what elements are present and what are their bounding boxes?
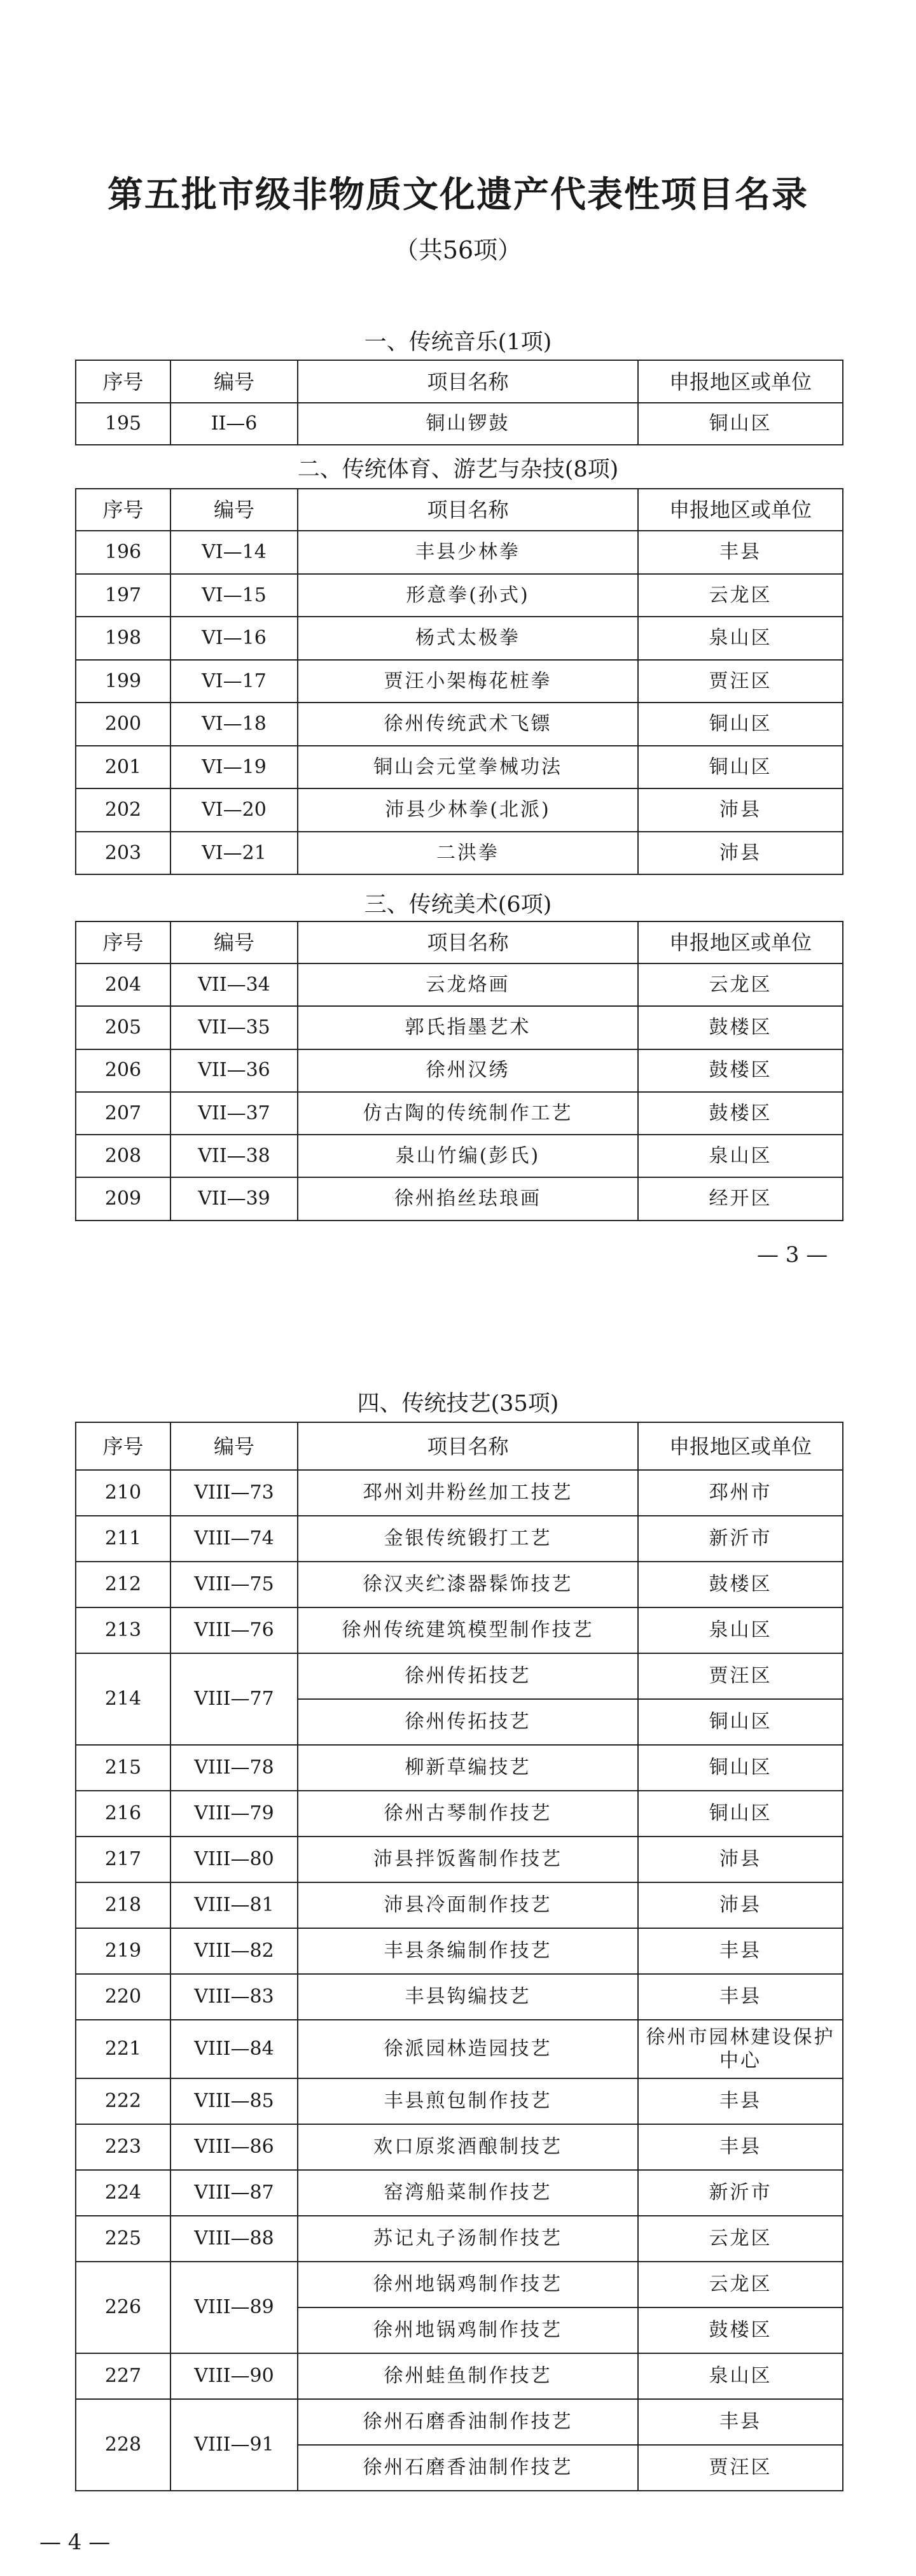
- cell-project-name: 徐州蛙鱼制作技艺: [298, 2353, 638, 2399]
- cell-region: 经开区: [638, 1177, 843, 1220]
- table-row: [76, 1470, 843, 1516]
- cell-code: VI—19: [170, 746, 298, 789]
- cell-region: 丰县: [638, 1974, 843, 2020]
- table-row: [76, 1516, 843, 1562]
- table-row: [76, 617, 843, 660]
- cell-serial: 198: [76, 617, 170, 660]
- cell-region: 泉山区: [638, 1607, 843, 1653]
- cell-region: 贾汪区: [638, 660, 843, 703]
- cell-code: VIII—79: [170, 1791, 298, 1837]
- document-subtitle: （共56项）: [394, 236, 522, 264]
- cell-region: 贾汪区: [638, 2445, 843, 2491]
- table-row: [76, 2216, 843, 2262]
- page-number: — 3 —: [757, 1242, 828, 1268]
- table-row: [76, 1562, 843, 1607]
- table-row: [76, 2078, 843, 2124]
- cell-code: VII—38: [170, 1135, 298, 1177]
- header-serial: 序号: [76, 489, 170, 531]
- header-code: 编号: [170, 1422, 298, 1470]
- cell-code: VIII—75: [170, 1562, 298, 1607]
- table-row: [76, 531, 843, 574]
- cell-serial: 226: [76, 2262, 170, 2353]
- cell-project-name: 邳州刘井粉丝加工技艺: [298, 1470, 638, 1516]
- section-title: 四、传统技艺(35项): [357, 1391, 559, 1417]
- table-row: [76, 2399, 843, 2445]
- cell-code: VI—21: [170, 832, 298, 875]
- cell-code: VIII—73: [170, 1470, 298, 1516]
- cell-project-name: 丰县少林拳: [298, 531, 638, 574]
- table-row: [76, 1974, 843, 2020]
- header-code: 编号: [170, 921, 298, 963]
- cell-region: 丰县: [638, 2078, 843, 2124]
- cell-code: VIII—78: [170, 1745, 298, 1791]
- table-row: [76, 1177, 843, 1220]
- cell-code: VIII—74: [170, 1516, 298, 1562]
- cell-region: 沛县: [638, 1837, 843, 1882]
- cell-region: 鼓楼区: [638, 1006, 843, 1049]
- cell-serial: 208: [76, 1135, 170, 1177]
- table-row: [76, 660, 843, 703]
- table-row: [76, 832, 843, 875]
- header-code: 编号: [170, 360, 298, 403]
- page-number: — 4 —: [39, 2530, 111, 2555]
- cell-serial: 220: [76, 1974, 170, 2020]
- cell-project-name: 二洪拳: [298, 832, 638, 875]
- cell-serial: 211: [76, 1516, 170, 1562]
- cell-serial: 206: [76, 1049, 170, 1092]
- table-row: [76, 2124, 843, 2170]
- cell-serial: 203: [76, 832, 170, 875]
- cell-project-name: 丰县条编制作技艺: [298, 1928, 638, 1974]
- cell-project-name: 徐州地锅鸡制作技艺: [298, 2307, 638, 2353]
- table-row: [76, 1837, 843, 1882]
- cell-project-name: 丰县煎包制作技艺: [298, 2078, 638, 2124]
- header-project-name: 项目名称: [298, 921, 638, 963]
- header-region: 申报地区或单位: [638, 489, 843, 531]
- header-serial: 序号: [76, 1422, 170, 1470]
- cell-serial: 218: [76, 1882, 170, 1928]
- table-header-row: [76, 360, 843, 403]
- cell-region: 铜山区: [638, 703, 843, 746]
- header-code: 编号: [170, 489, 298, 531]
- cell-serial: 212: [76, 1562, 170, 1607]
- cell-serial: 200: [76, 703, 170, 746]
- cell-serial: 195: [76, 403, 170, 445]
- cell-project-name: 泉山竹编(彭氏): [298, 1135, 638, 1177]
- cell-code: VII—36: [170, 1049, 298, 1092]
- cell-serial: 227: [76, 2353, 170, 2399]
- cell-code: VIII—80: [170, 1837, 298, 1882]
- cell-project-name: 苏记丸子汤制作技艺: [298, 2216, 638, 2262]
- cell-code: VIII—89: [170, 2262, 298, 2353]
- header-serial: 序号: [76, 921, 170, 963]
- cell-serial: 215: [76, 1745, 170, 1791]
- cell-project-name: 柳新草编技艺: [298, 1745, 638, 1791]
- cell-region: 丰县: [638, 531, 843, 574]
- cell-serial: 219: [76, 1928, 170, 1974]
- cell-serial: 196: [76, 531, 170, 574]
- cell-project-name: 徐州石磨香油制作技艺: [298, 2445, 638, 2491]
- table-header-row: [76, 921, 843, 963]
- header-serial: 序号: [76, 360, 170, 403]
- cell-serial: 213: [76, 1607, 170, 1653]
- cell-code: VI—15: [170, 574, 298, 617]
- table-row: [76, 1653, 843, 1699]
- cell-project-name: 杨式太极拳: [298, 617, 638, 660]
- cell-region: 新沂市: [638, 1516, 843, 1562]
- cell-region: 邳州市: [638, 1470, 843, 1516]
- cell-serial: 209: [76, 1177, 170, 1220]
- cell-code: VIII—76: [170, 1607, 298, 1653]
- cell-region: 泉山区: [638, 617, 843, 660]
- cell-project-name: 欢口原浆酒酿制技艺: [298, 2124, 638, 2170]
- cell-project-name: 徐州传统建筑模型制作技艺: [298, 1607, 638, 1653]
- table-row: [76, 1006, 843, 1049]
- cell-project-name: 仿古陶的传统制作工艺: [298, 1092, 638, 1135]
- cell-code: VIII—82: [170, 1928, 298, 1974]
- table-row: [76, 1928, 843, 1974]
- table-row: [76, 1135, 843, 1177]
- cell-region: 泉山区: [638, 1135, 843, 1177]
- table-header-row: [76, 1422, 843, 1470]
- cell-project-name: 沛县少林拳(北派): [298, 788, 638, 832]
- cell-project-name: 徐州地锅鸡制作技艺: [298, 2262, 638, 2307]
- cell-code: VIII—88: [170, 2216, 298, 2262]
- table-row: [76, 2020, 843, 2078]
- table-row: [76, 1745, 843, 1791]
- header-project-name: 项目名称: [298, 1422, 638, 1470]
- cell-serial: 197: [76, 574, 170, 617]
- cell-serial: 214: [76, 1653, 170, 1745]
- cell-region: 铜山区: [638, 403, 843, 445]
- table-row: [76, 2170, 843, 2216]
- cell-project-name: 徐州传拓技艺: [298, 1699, 638, 1745]
- cell-region: 沛县: [638, 1882, 843, 1928]
- cell-code: VIII—91: [170, 2399, 298, 2491]
- cell-project-name: 沛县冷面制作技艺: [298, 1882, 638, 1928]
- header-project-name: 项目名称: [298, 360, 638, 403]
- cell-code: VIII—87: [170, 2170, 298, 2216]
- cell-region: 鼓楼区: [638, 2307, 843, 2353]
- cell-region: 鼓楼区: [638, 1092, 843, 1135]
- cell-serial: 222: [76, 2078, 170, 2124]
- cell-region: 丰县: [638, 1928, 843, 1974]
- table-row: [76, 2353, 843, 2399]
- cell-region: 铜山区: [638, 1745, 843, 1791]
- section-title: 三、传统美术(6项): [364, 892, 552, 918]
- cell-region: 鼓楼区: [638, 1562, 843, 1607]
- cell-region: 沛县: [638, 832, 843, 875]
- cell-project-name: 徐州传拓技艺: [298, 1653, 638, 1699]
- cell-project-name: 窑湾船菜制作技艺: [298, 2170, 638, 2216]
- cell-project-name: 徐汉夹纻漆器髹饰技艺: [298, 1562, 638, 1607]
- cell-serial: 201: [76, 746, 170, 789]
- cell-region: 云龙区: [638, 574, 843, 617]
- table-row: [76, 746, 843, 789]
- cell-serial: 221: [76, 2020, 170, 2078]
- cell-serial: 202: [76, 788, 170, 832]
- cell-code: VIII—84: [170, 2020, 298, 2078]
- cell-serial: 204: [76, 963, 170, 1006]
- cell-region: 铜山区: [638, 1791, 843, 1837]
- header-region: 申报地区或单位: [638, 921, 843, 963]
- cell-region: 云龙区: [638, 963, 843, 1006]
- cell-project-name: 徐派园林造园技艺: [298, 2020, 638, 2078]
- cell-region: 徐州市园林建设保护中心: [638, 2020, 843, 2078]
- cell-serial: 225: [76, 2216, 170, 2262]
- cell-project-name: 金银传统锻打工艺: [298, 1516, 638, 1562]
- table-row: [76, 574, 843, 617]
- heritage-table: [75, 1422, 843, 2491]
- cell-serial: 216: [76, 1791, 170, 1837]
- cell-serial: 199: [76, 660, 170, 703]
- table-row: [76, 963, 843, 1006]
- cell-project-name: 郭氏指墨艺术: [298, 1006, 638, 1049]
- document-title: 第五批市级非物质文化遗产代表性项目名录: [108, 174, 808, 216]
- cell-region: 铜山区: [638, 1699, 843, 1745]
- cell-region: 丰县: [638, 2124, 843, 2170]
- cell-serial: 223: [76, 2124, 170, 2170]
- cell-code: VIII—83: [170, 1974, 298, 2020]
- cell-code: VIII—81: [170, 1882, 298, 1928]
- cell-code: VIII—90: [170, 2353, 298, 2399]
- table-row: [76, 403, 843, 445]
- cell-project-name: 丰县钩编技艺: [298, 1974, 638, 2020]
- cell-region: 铜山区: [638, 746, 843, 789]
- cell-serial: 207: [76, 1092, 170, 1135]
- cell-code: VIII—77: [170, 1653, 298, 1745]
- cell-project-name: 徐州传统武术飞镖: [298, 703, 638, 746]
- cell-region: 鼓楼区: [638, 1049, 843, 1092]
- table-row: [76, 788, 843, 832]
- cell-project-name: 云龙烙画: [298, 963, 638, 1006]
- cell-code: II—6: [170, 403, 298, 445]
- cell-project-name: 徐州汉绣: [298, 1049, 638, 1092]
- cell-project-name: 徐州石磨香油制作技艺: [298, 2399, 638, 2445]
- cell-serial: 224: [76, 2170, 170, 2216]
- section-title: 二、传统体育、游艺与杂技(8项): [297, 457, 619, 482]
- cell-serial: 210: [76, 1470, 170, 1516]
- table-row: [76, 1791, 843, 1837]
- table-header-row: [76, 489, 843, 531]
- table-row: [76, 1049, 843, 1092]
- cell-code: VII—39: [170, 1177, 298, 1220]
- table-row: [76, 1092, 843, 1135]
- cell-project-name: 贾汪小架梅花桩拳: [298, 660, 638, 703]
- table-row: [76, 703, 843, 746]
- section-title: 一、传统音乐(1项): [364, 330, 552, 355]
- cell-region: 沛县: [638, 788, 843, 832]
- cell-project-name: 徐州掐丝珐琅画: [298, 1177, 638, 1220]
- cell-region: 丰县: [638, 2399, 843, 2445]
- heritage-table: [75, 360, 843, 445]
- cell-code: VII—34: [170, 963, 298, 1006]
- cell-region: 贾汪区: [638, 1653, 843, 1699]
- cell-code: VII—37: [170, 1092, 298, 1135]
- cell-project-name: 形意拳(孙式): [298, 574, 638, 617]
- cell-region: 泉山区: [638, 2353, 843, 2399]
- cell-code: VII—35: [170, 1006, 298, 1049]
- cell-code: VI—17: [170, 660, 298, 703]
- cell-code: VI—18: [170, 703, 298, 746]
- cell-serial: 205: [76, 1006, 170, 1049]
- cell-region: 云龙区: [638, 2216, 843, 2262]
- heritage-table: [75, 921, 843, 1221]
- header-region: 申报地区或单位: [638, 360, 843, 403]
- cell-code: VI—16: [170, 617, 298, 660]
- cell-project-name: 铜山锣鼓: [298, 403, 638, 445]
- cell-project-name: 徐州古琴制作技艺: [298, 1791, 638, 1837]
- table-row: [76, 2262, 843, 2307]
- cell-code: VIII—86: [170, 2124, 298, 2170]
- header-project-name: 项目名称: [298, 489, 638, 531]
- cell-code: VI—14: [170, 531, 298, 574]
- cell-code: VIII—85: [170, 2078, 298, 2124]
- heritage-table: [75, 488, 843, 875]
- cell-project-name: 铜山会元堂拳械功法: [298, 746, 638, 789]
- cell-region: 新沂市: [638, 2170, 843, 2216]
- cell-serial: 217: [76, 1837, 170, 1882]
- cell-code: VI—20: [170, 788, 298, 832]
- cell-project-name: 沛县拌饭酱制作技艺: [298, 1837, 638, 1882]
- cell-serial: 228: [76, 2399, 170, 2491]
- table-row: [76, 1882, 843, 1928]
- header-region: 申报地区或单位: [638, 1422, 843, 1470]
- cell-region: 云龙区: [638, 2262, 843, 2307]
- table-row: [76, 1607, 843, 1653]
